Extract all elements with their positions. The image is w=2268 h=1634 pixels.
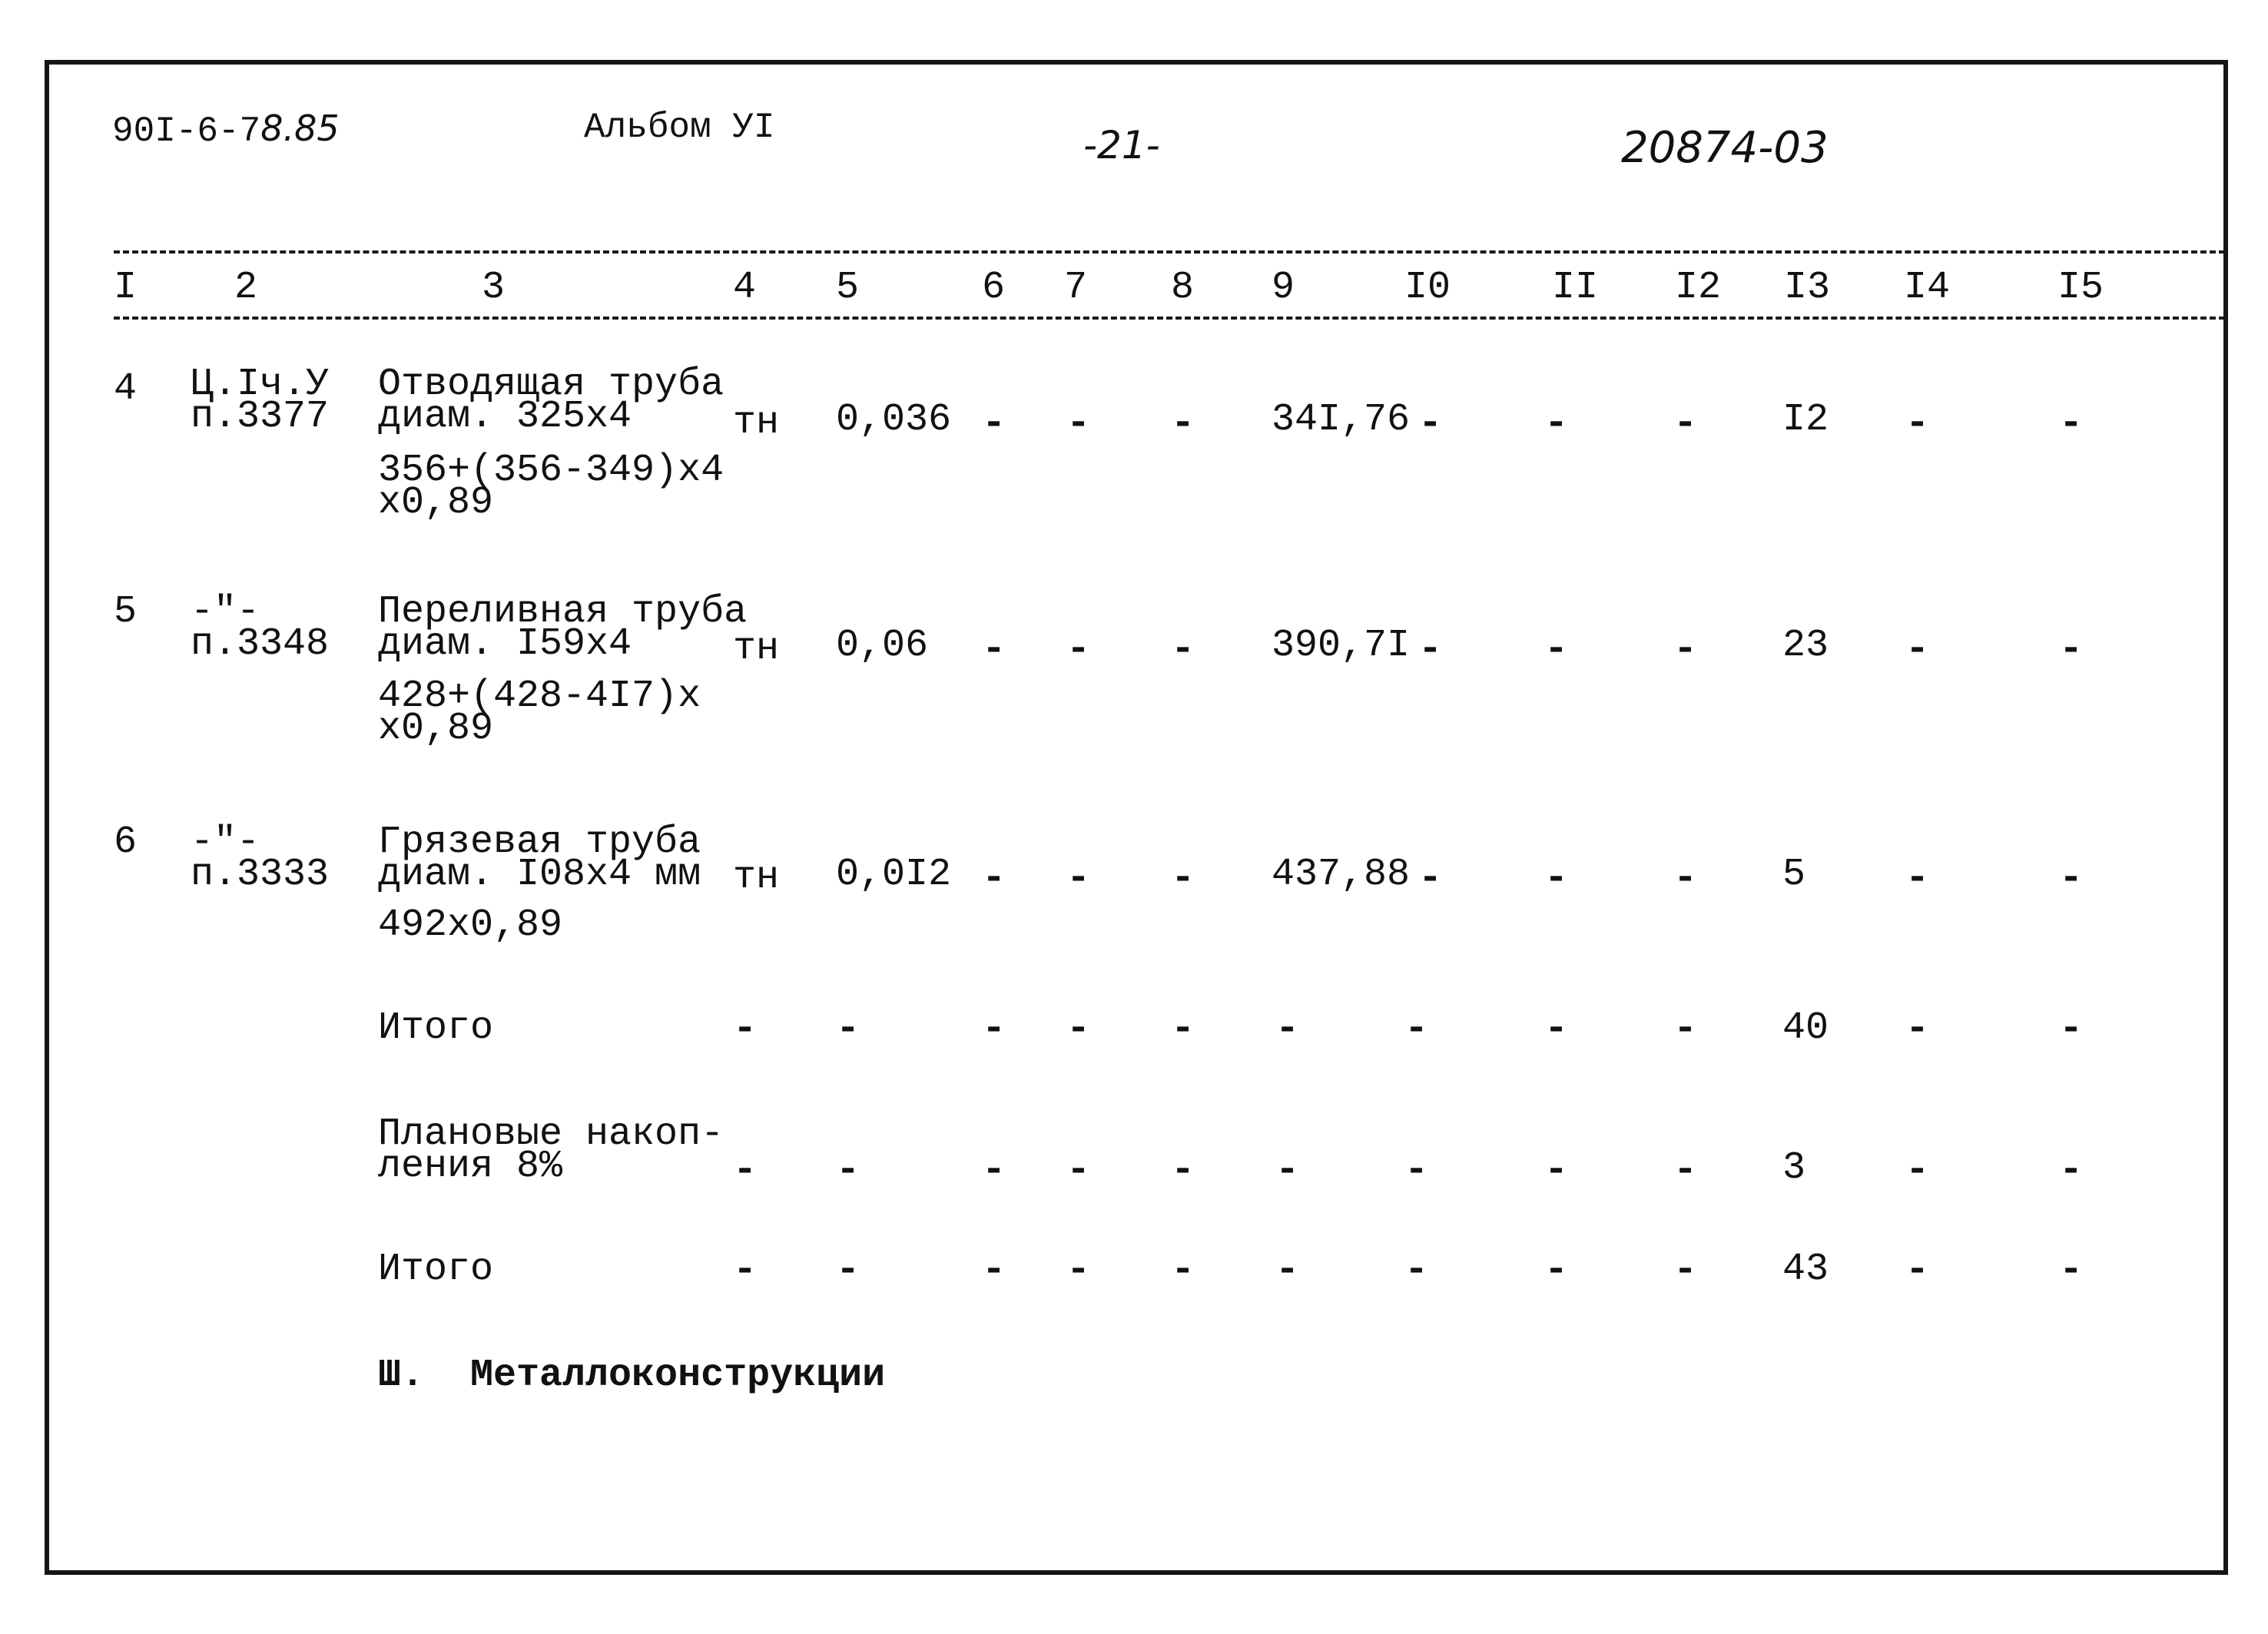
cell-c9: - — [1275, 1248, 1300, 1293]
cell-c11: - — [1544, 1006, 1569, 1052]
quantity: 0,036 — [836, 398, 952, 442]
cell-c6: - — [982, 856, 1006, 901]
cell-c12: - — [1673, 856, 1698, 901]
project-number: 20874-03 — [1621, 123, 1829, 173]
cell-c7: - — [1066, 627, 1091, 672]
col-header-14: I4 — [1904, 266, 1951, 310]
col-header-15: I5 — [2057, 266, 2104, 310]
cell-c7: - — [1066, 1006, 1091, 1052]
cell-c5: - — [836, 1248, 860, 1293]
quantity: 0,0I2 — [836, 853, 952, 897]
price-reference: -"- п.3333 — [191, 820, 330, 897]
item-description: Переливная труба диам. I59х4 — [378, 590, 748, 666]
cell-c12: - — [1673, 1148, 1698, 1193]
cell-c10: - — [1404, 1248, 1429, 1293]
col-header-8: 8 — [1171, 266, 1195, 310]
total-label: Итого — [378, 1006, 494, 1050]
col-header-9: 9 — [1272, 266, 1295, 310]
table-top-rule — [114, 250, 2225, 254]
grand-total-label: Итого — [378, 1248, 494, 1291]
cell-c6: - — [982, 1248, 1006, 1293]
price-calculation: 428+(428-4I7)х х0,89 — [378, 674, 701, 751]
quantity: 0,06 — [836, 624, 929, 668]
cell-c8: - — [1171, 1006, 1195, 1052]
cell-c12: - — [1673, 1248, 1698, 1293]
cell-c14: - — [1905, 1148, 1930, 1193]
cell-c14: - — [1905, 627, 1930, 672]
cell-c11: - — [1544, 856, 1569, 901]
col-header-10: I0 — [1404, 266, 1451, 310]
cell-c8: - — [1171, 401, 1195, 446]
doc-code — [112, 108, 340, 151]
unit: тн — [733, 856, 780, 900]
item-description: Грязевая труба диам. I08х4 мм — [378, 820, 701, 897]
cell-c10: - — [1404, 1148, 1429, 1193]
cell-c6: - — [982, 1148, 1006, 1193]
cell-c11: - — [1544, 1248, 1569, 1293]
cell-c11: - — [1544, 401, 1569, 446]
cell-c10: - — [1418, 856, 1443, 901]
col-header-5: 5 — [836, 266, 860, 310]
total-cost: 40 — [1782, 1006, 1829, 1050]
cell-c9: - — [1275, 1006, 1300, 1052]
cell-c14: - — [1905, 856, 1930, 901]
row-number: 4 — [114, 367, 138, 411]
col-header-2: 2 — [234, 266, 258, 310]
col-header-13: I3 — [1784, 266, 1831, 310]
cell-c11: - — [1544, 1148, 1569, 1193]
col-header-11: II — [1552, 266, 1599, 310]
cell-c15: - — [2059, 1148, 2084, 1193]
page-frame — [45, 60, 2228, 1575]
doc-code-printed: 90I-6-7 — [112, 111, 261, 151]
page-number: -21- — [1083, 123, 1160, 167]
unit-price: 437,88 — [1272, 853, 1411, 897]
cell-c6: - — [982, 1006, 1006, 1052]
cell-c15: - — [2059, 401, 2084, 446]
cell-c7: - — [1066, 1248, 1091, 1293]
cost: 23 — [1782, 624, 1829, 668]
unit-price: 390,7I — [1272, 624, 1411, 668]
item-description: Отводящая труба диам. 325х4 — [378, 363, 724, 439]
table-header-rule — [114, 317, 2225, 320]
cell-c4: - — [733, 1148, 758, 1193]
cell-c4: - — [733, 1006, 758, 1052]
cell-c9: - — [1275, 1148, 1300, 1193]
cell-c7: - — [1066, 856, 1091, 901]
cell-c6: - — [982, 627, 1006, 672]
cell-c12: - — [1673, 627, 1698, 672]
unit: тн — [733, 401, 780, 445]
col-header-4: 4 — [733, 266, 757, 310]
cell-c7: - — [1066, 401, 1091, 446]
grand-total-cost: 43 — [1782, 1248, 1829, 1291]
cost: I2 — [1782, 398, 1829, 442]
col-header-6: 6 — [982, 266, 1006, 310]
cell-c5: - — [836, 1006, 860, 1052]
cell-c12: - — [1673, 1006, 1698, 1052]
cell-c15: - — [2059, 1248, 2084, 1293]
cell-c8: - — [1171, 1148, 1195, 1193]
cell-c10: - — [1404, 1006, 1429, 1052]
planned-savings-label: Плановые накоп- ления 8% — [378, 1112, 724, 1188]
cell-c10: - — [1418, 401, 1443, 446]
cell-c11: - — [1544, 627, 1569, 672]
price-calculation: 492х0,89 — [378, 903, 563, 947]
cell-c14: - — [1905, 401, 1930, 446]
cell-c15: - — [2059, 627, 2084, 672]
row-number: 6 — [114, 820, 138, 864]
cell-c5: - — [836, 1148, 860, 1193]
unit: тн — [733, 627, 780, 671]
planned-savings-cost: 3 — [1782, 1146, 1806, 1190]
section-heading: Ш. Металлоконструкции — [378, 1354, 886, 1397]
cell-c6: - — [982, 401, 1006, 446]
price-calculation: 356+(356-349)х4 х0,89 — [378, 449, 724, 525]
cell-c15: - — [2059, 856, 2084, 901]
cost: 5 — [1782, 853, 1806, 897]
price-reference: -"- п.3348 — [191, 590, 330, 666]
cell-c10: - — [1418, 627, 1443, 672]
album-title: Альбом УI — [584, 108, 775, 147]
cell-c8: - — [1171, 627, 1195, 672]
cell-c4: - — [733, 1248, 758, 1293]
col-header-12: I2 — [1675, 266, 1722, 310]
cell-c15: - — [2059, 1006, 2084, 1052]
cell-c12: - — [1673, 401, 1698, 446]
col-header-3: 3 — [482, 266, 506, 310]
cell-c14: - — [1905, 1006, 1930, 1052]
cell-c7: - — [1066, 1148, 1091, 1193]
col-header-1: I — [114, 266, 138, 310]
unit-price: 34I,76 — [1272, 398, 1411, 442]
cell-c14: - — [1905, 1248, 1930, 1293]
price-reference: Ц.Iч.У п.3377 — [191, 363, 330, 439]
cell-c8: - — [1171, 856, 1195, 901]
row-number: 5 — [114, 590, 138, 634]
col-header-7: 7 — [1064, 266, 1088, 310]
doc-code-handwritten: 8.85 — [260, 108, 340, 149]
cell-c8: - — [1171, 1248, 1195, 1293]
